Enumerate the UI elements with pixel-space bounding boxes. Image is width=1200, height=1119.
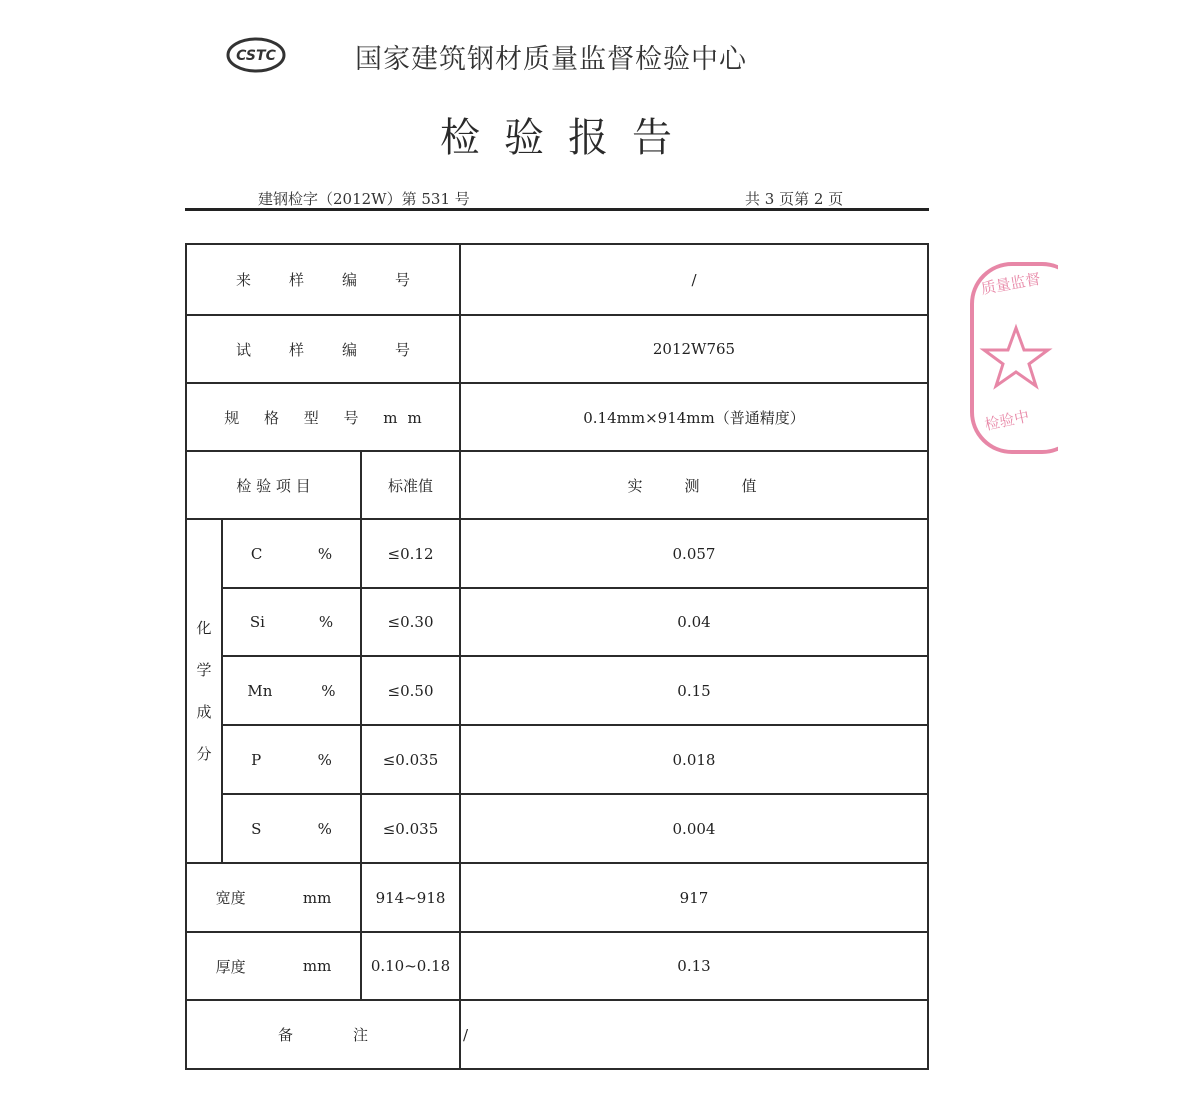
document-number: 建钢检字（2012W）第 531 号 bbox=[258, 190, 470, 208]
chem-standard: ≤0.035 bbox=[382, 750, 439, 769]
specimen-number-value: 2012W765 bbox=[652, 340, 736, 358]
chem-measured: 0.15 bbox=[677, 681, 711, 700]
stamp-text-bottom: 检验中 bbox=[983, 406, 1031, 434]
stamp-text-top: 质量监督 bbox=[979, 269, 1042, 298]
unit: mm bbox=[302, 957, 332, 975]
width-item bbox=[187, 864, 360, 931]
dimension-name: 厚度 bbox=[215, 957, 246, 976]
group-char: 化 bbox=[196, 619, 212, 637]
chem-standard: ≤0.035 bbox=[382, 819, 439, 838]
header-rule bbox=[185, 208, 929, 211]
element-symbol: Mn bbox=[247, 681, 273, 700]
width-measured: 917 bbox=[679, 888, 709, 907]
cstc-logo bbox=[226, 37, 286, 73]
chem-standard: ≤0.50 bbox=[387, 681, 434, 700]
chemical-group-label bbox=[187, 520, 221, 862]
thickness-measured: 0.13 bbox=[677, 957, 711, 975]
star-icon bbox=[984, 328, 1048, 386]
chem-measured: 0.057 bbox=[672, 544, 716, 563]
chem-row-item bbox=[223, 520, 360, 587]
sample-number-value: / bbox=[691, 270, 697, 289]
unit: % bbox=[317, 544, 333, 563]
unit: % bbox=[318, 613, 334, 631]
unit: % bbox=[317, 819, 332, 838]
column-header-item: 检 验 项 目 bbox=[236, 476, 311, 495]
remarks-label: 备 注 bbox=[277, 1026, 368, 1044]
table-border-bottom bbox=[185, 1068, 929, 1070]
dimension-name: 宽度 bbox=[215, 889, 246, 907]
specimen-number-label: 试样编号 bbox=[235, 340, 448, 359]
report-title: 检验报告 bbox=[440, 115, 696, 161]
sample-number-label: 来样编号 bbox=[235, 271, 448, 289]
element-symbol: S bbox=[251, 819, 262, 838]
unit: % bbox=[317, 750, 332, 769]
group-char: 分 bbox=[196, 745, 212, 763]
organization-name: 国家建筑钢材质量监督检验中心 bbox=[355, 44, 747, 75]
chem-measured: 0.004 bbox=[672, 819, 716, 838]
chem-row-item bbox=[223, 795, 360, 862]
chem-row-item bbox=[223, 657, 360, 724]
chem-measured: 0.018 bbox=[672, 750, 716, 769]
width-standard: 914~918 bbox=[375, 888, 446, 907]
specification-value: 0.14mm×914mm（普通精度） bbox=[583, 408, 805, 427]
page-info: 共 3 页第 2 页 bbox=[745, 190, 844, 208]
specification-label: 规 格 型 号 mm bbox=[224, 408, 432, 427]
column-header-standard: 标准值 bbox=[387, 476, 433, 495]
element-symbol: P bbox=[251, 750, 262, 769]
chem-row-item bbox=[223, 589, 360, 655]
column-header-measured: 实 测 值 bbox=[627, 476, 761, 495]
chem-measured: 0.04 bbox=[677, 613, 711, 631]
thickness-item bbox=[187, 933, 360, 999]
logo-text: CSTC bbox=[236, 48, 276, 64]
chem-standard: ≤0.12 bbox=[387, 544, 434, 563]
element-symbol: Si bbox=[249, 613, 265, 631]
inspection-seal-stamp bbox=[968, 258, 1058, 458]
unit: % bbox=[321, 681, 336, 700]
chem-row-item bbox=[223, 726, 360, 793]
thickness-standard: 0.10~0.18 bbox=[370, 957, 451, 975]
remarks-value: / bbox=[463, 1025, 469, 1044]
unit: mm bbox=[302, 888, 332, 907]
group-char: 成 bbox=[196, 703, 212, 721]
element-symbol: C bbox=[250, 544, 263, 563]
group-char: 学 bbox=[196, 661, 212, 679]
chem-standard: ≤0.30 bbox=[387, 613, 434, 631]
